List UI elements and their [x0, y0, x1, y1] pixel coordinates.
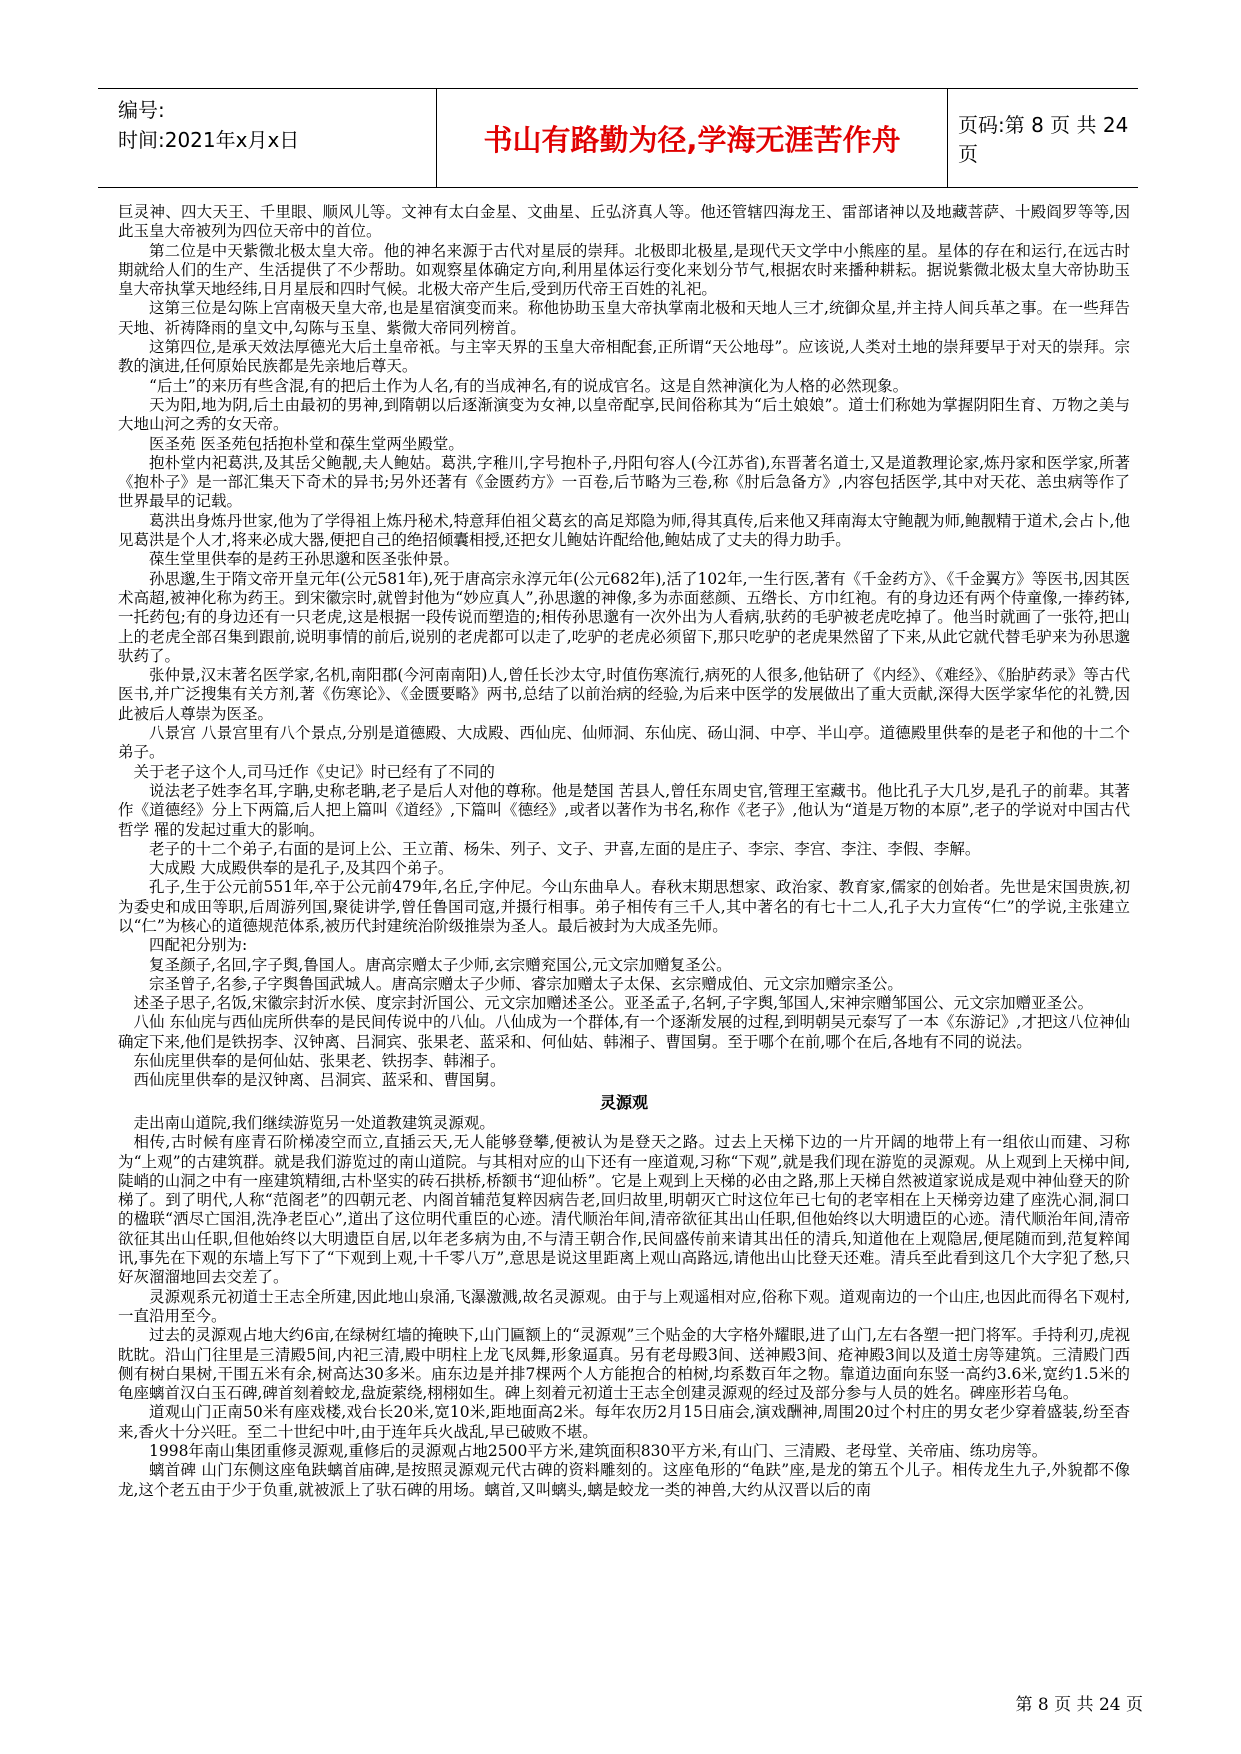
paragraph: 走出南山道院,我们继续游览另一处道教建筑灵源观。	[133, 1113, 495, 1132]
paragraph: 葆生堂里供奉的是药王孙思邈和医圣张仲景。	[149, 550, 460, 569]
paragraph: 八仙 东仙庑与西仙庑所供奉的是民间传说中的八仙。八仙成为一个群体,有一个逐渐发展的过程,到明朝吴元泰写了一本《东游记》,才把这八位神仙确定下来,他们是铁拐李、汉钟离、吕洞宾、张果老、蓝采和、何仙姑、韩湘子、曹国舅。至于哪个在前,哪个在后,各地有不同的说法。	[118, 1013, 1130, 1051]
header-page-info: 页码:第 8 页 共 24 页	[958, 113, 1129, 166]
paragraph: 孙思邈,生于隋文帝开皇元年(公元581年),死于唐高宗永淳元年(公元682年),活了102年,一生行医,著有《千金药方》、《千金翼方》等医书,因其医术高超,被神化称为药王。到宋徽宗时,就曾封他为“妙应真人”,孙思邈的神像,多为赤面慈颜、五绺长、方巾红袍。有的身边还有两个侍童像,一捧药钵,一托药包;有的身边还有一只老虎,这是根据一段传说而塑造的;相传孙思邈有一次外出为人看病,驮药的毛驴被老虎吃掉了。他当时就画了一张符,把山上的老虎全部召集到跟前,说明事情的前后,说别的老虎都可以走了,吃驴的老虎必须留下,那只吃驴的老虎果然留了下来,从此它就代替毛驴来为孙思邈驮药了。	[118, 569, 1130, 665]
paragraph: 老子的十二个弟子,右面的是诃上公、王立莆、杨朱、列子、文子、尹喜,左面的是庄子、李宗、李宫、李注、李假、李解。	[149, 839, 981, 858]
paragraph: 巨灵神、四大天王、千里眼、顺风儿等。文神有太白金星、文曲星、丘弘济真人等。他还管辖四海龙王、雷部诸神以及地藏菩萨、十殿阎罗等等,因此玉皇大帝被列为四位天帝中的首位。	[118, 203, 1130, 241]
page-header	[98, 88, 1138, 188]
paragraph: 天为阳,地为阴,后土由最初的男神,到隋朝以后逐渐演变为女神,以皇帝配享,民间俗称其为“后土娘娘”。道士们称她为掌握阴阳生育、万物之美与大地山河之秀的女天帝。	[118, 395, 1130, 434]
paragraph: 孔子,生于公元前551年,卒于公元前479年,名丘,字仲尼。今山东曲阜人。春秋末期思想家、政治家、教育家,儒家的创始者。先世是宋国贵族,初为委史和成田等职,后周游列国,聚徒讲学,曾任鲁国司寇,并摄行相事。弟子相传有三千人,其中著名的有七十二人,孔子大力宣传“仁”的学说,主张建立以“仁”为核心的道德规范体系,被历代封建统治阶级推崇为圣人。最后被封为大成圣先师。	[118, 878, 1130, 935]
time-label: 时间:2021年x月x日	[118, 128, 300, 152]
paragraph: 葛洪出身炼丹世家,他为了学得祖上炼丹秘术,特意拜伯祖父葛玄的高足郑隐为师,得其真传,后来他又拜南海太守鲍靓为师,鲍靓精于道术,会占卜,他见葛洪是个人才,将来必成大器,便把自己的绝招倾囊相授,还把女儿鲍姑许配给他,鲍姑成了丈夫的得力助手。	[118, 511, 1130, 550]
header-left	[118, 95, 448, 155]
paragraph: 关于老子这个人,司马迁作《史记》时已经有了不同的	[133, 762, 495, 781]
paragraph: 复圣颜子,名回,字子舆,鲁国人。唐高宗赠太子少师,玄宗赠兖国公,元文宗加赠复圣公。	[149, 955, 732, 974]
header-motto: 书山有路勤为径,学海无涯苦作舟	[436, 89, 948, 187]
paragraph: 第二位是中天紫微北极太皇大帝。他的神名来源于古代对星辰的崇拜。北极即北极星,是现代天文学中小熊座的星。星体的存在和运行,在远古时期就给人们的生产、生活提供了不少帮助。如观察星体确定方向,利用星体运行变化来划分节气,根据农时来播种耕耘。据说紫微北极太皇大帝协助玉皇大帝执掌天地经纬,日月星辰和四时气候。北极大帝产生后,受到历代帝王百姓的礼祀。	[118, 241, 1130, 299]
page-footer: 第 8 页 共 24 页	[1015, 1695, 1143, 1715]
paragraph: 宗圣曾子,名参,子字舆鲁国武城人。唐高宗赠太子少师、睿宗加赠太子太保、玄宗赠成伯、元文宗加赠宗圣公。	[149, 974, 903, 993]
paragraph: 东仙庑里供奉的是何仙姑、张果老、铁拐李、韩湘子。	[133, 1052, 506, 1071]
paragraph: 医圣苑 医圣苑包括抱朴堂和葆生堂两坐殿堂。	[149, 434, 464, 453]
paragraph: 抱朴堂内祀葛洪,及其岳父鲍靓,夫人鲍姑。葛洪,字稚川,字号抱朴子,丹阳句容人(今江苏省),东晋著名道士,又是道教理论家,炼丹家和医学家,所著《抱朴子》是一部汇集天下奇术的异书;另外还著有《金匮药方》一百卷,后节略为三卷,称《肘后急备方》,内容包括医学,其中对天花、恙虫病等作了世界最早的记载。	[118, 453, 1130, 511]
paragraph: 这第四位,是承天效法厚德光大后土皇帝祇。与主宰天界的玉皇大帝相配套,正所谓“天公地母”。应该说,人类对土地的崇拜要早于对天的崇拜。宗教的演进,任何原始民族都是先亲地后尊天。	[118, 338, 1130, 376]
paragraph: 述圣子思子,名饭,宋徽宗封沂水侯、度宗封沂国公、元文宗加赠述圣公。亚圣孟子,名轲,子字舆,邹国人,宋神宗赠邹国公、元文宗加赠亚圣公。	[133, 994, 1094, 1013]
section-title: 灵源观	[599, 1092, 648, 1112]
paragraph: 张仲景,汉末著名医学家,名机,南阳郡(今河南南阳)人,曾任长沙太守,时值伤寒流行,病死的人很多,他钻研了《内经》、《难经》、《胎胪药录》等古代医书,并广泛搜集有关方剂,著《伤寒论》、《金匮要略》两书,总结了以前治病的经验,为后来中医学的发展做出了重大贡献,深得大医学家华佗的礼赞,因此被后人尊崇为医圣。	[118, 666, 1130, 723]
paragraph: 相传,古时候有座青石阶梯凌空而立,直插云天,无人能够登攀,便被认为是登天之路。过去上天梯下边的一片开阔的地带上有一组依山而建、习称为“上观”的古建筑群。就是我们游览过的南山道院。与其相对应的山下还有一座道观,习称“下观”,就是我们现在游览的灵源观。从上观到上天梯中间,陡峭的山洞之中有一座建筑精细,古朴坚实的砖石拱桥,桥额书“迎仙桥”。它是上观到上天梯的必由之路,那上天梯自然被道家说成是观中神仙登天的阶梯了。到了明代,人称“范阁老”的四朝元老、内阁首辅范复粹因病告老,回归故里,明朝灭亡时这位年已七旬的老宰相在上天梯旁边建了座洗心洞,洞口的楹联“洒尽亡国泪,洗净老臣心”,道出了这位明代重臣的心迹。清代顺治年间,清帝欲征其出山任职,但他始终以大明遗臣的心迹。清代顺治年间,清帝欲征其出山任职,但他始终以大明遗臣自居,以年老多病为由,不与清王朝合作,民间盛传前来请其出任的清兵,知道他在上观隐居,便尾随而到,范复粹闻讯,事先在下观的东墙上写下了“下观到上观,十千零八万”,意思是说这里距离上观山高路远,请他出山比登天还难。清兵至此看到这几个大字犯了愁,只好灰溜溜地回去交差了。	[118, 1133, 1130, 1287]
paragraph: 八景宫 八景宫里有八个景点,分别是道德殿、大成殿、西仙庑、仙师洞、东仙庑、砀山洞、中亭、半山亭。道德殿里供奉的是老子和他的十二个弟子。	[118, 724, 1130, 762]
paragraph: 道观山门正南50米有座戏楼,戏台长20米,宽10米,距地面高2米。每年农历2月15日庙会,演戏酬神,周围20过个村庄的男女老少穿着盛装,纷至杳来,香火十分兴旺。至二十世纪中叶,由于连年兵火战乱,早已破败不堪。	[118, 1403, 1130, 1441]
paragraph: 过去的灵源观占地大约6亩,在绿树红墙的掩映下,山门匾额上的“灵源观”三个贴金的大字格外耀眼,进了山门,左右各塑一把门将军。手持利刃,虎视眈眈。沿山门往里是三清殿5间,内祀三清,殿中明柱上龙飞凤舞,形象逼真。另有老母殿3间、送神殿3间、疮神殿3间以及道士房等建筑。三清殿门西侧有树白果树,干围五米有余,树高达30多米。庙东边是并排7棵两个人方能抱合的柏树,均系数百年之物。靠道边面向东竖一高约3.6米,宽约1.5米的龟座螭首汉白玉石碑,碑首刻着蛟龙,盘旋萦绕,栩栩如生。碑上刻着元初道士王志全创建灵源观的经过及部分参与人员的姓名。碑座形若乌龟。	[118, 1326, 1130, 1403]
paragraph: 灵源观系元初道士王志全所建,因此地山泉涌,飞瀑激溅,故名灵源观。由于与上观遥相对应,俗称下观。道观南边的一个山庄,也因此而得名下观村,一直沿用至今。	[118, 1287, 1130, 1325]
paragraph: 螭首碑 山门东侧这座龟趺螭首庙碑,是按照灵源观元代古碑的资料雕刻的。这座龟形的“龟趺”座,是龙的第五个儿子。相传龙生九子,外貌都不像龙,这个老五由于少于负重,就被派上了驮石碑的用场。螭首,又叫螭头,螭是蛟龙一类的神兽,大约从汉晋以后的南	[118, 1461, 1130, 1499]
paragraph: 大成殿 大成殿供奉的是孔子,及其四个弟子。	[149, 859, 454, 878]
paragraph: 西仙庑里供奉的是汉钟离、吕洞宾、蓝采和、曹国舅。	[133, 1071, 506, 1090]
paragraph: “后土”的来历有些含混,有的把后土作为人名,有的当成神名,有的说成官名。这是自然神演化为人格的必然现象。	[149, 376, 909, 395]
paragraph: 这第三位是勾陈上宫南极天皇大帝,也是星宿演变而来。称他协助玉皇大帝执掌南北极和天地人三才,统御众星,并主持人间兵革之事。在一些拜告天地、祈祷降雨的皇文中,勾陈与玉皇、紫微大帝同列榜首。	[118, 299, 1130, 337]
paragraph: 1998年南山集团重修灵源观,重修后的灵源观占地2500平方米,建筑面积830平方米,有山门、三清殿、老母堂、关帝庙、练功房等。	[149, 1442, 1048, 1460]
document-body	[118, 203, 1130, 1500]
serial-label: 编号:	[118, 98, 165, 122]
paragraph: 说法老子姓李名耳,字聃,史称老聃,老子是后人对他的尊称。他是楚国 苦县人,曾任东周史官,管理王室藏书。他比孔子大几岁,是孔子的前辈。其著作《道德经》分上下两篇,后人把上篇叫《道经》,下篇叫《德经》,或者以著作为书名,称作《老子》,他认为“道是万物的本原”,老子的学说对中国古代哲学 罹的发起过重大的影响。	[118, 781, 1130, 839]
paragraph: 四配祀分别为:	[149, 936, 248, 955]
